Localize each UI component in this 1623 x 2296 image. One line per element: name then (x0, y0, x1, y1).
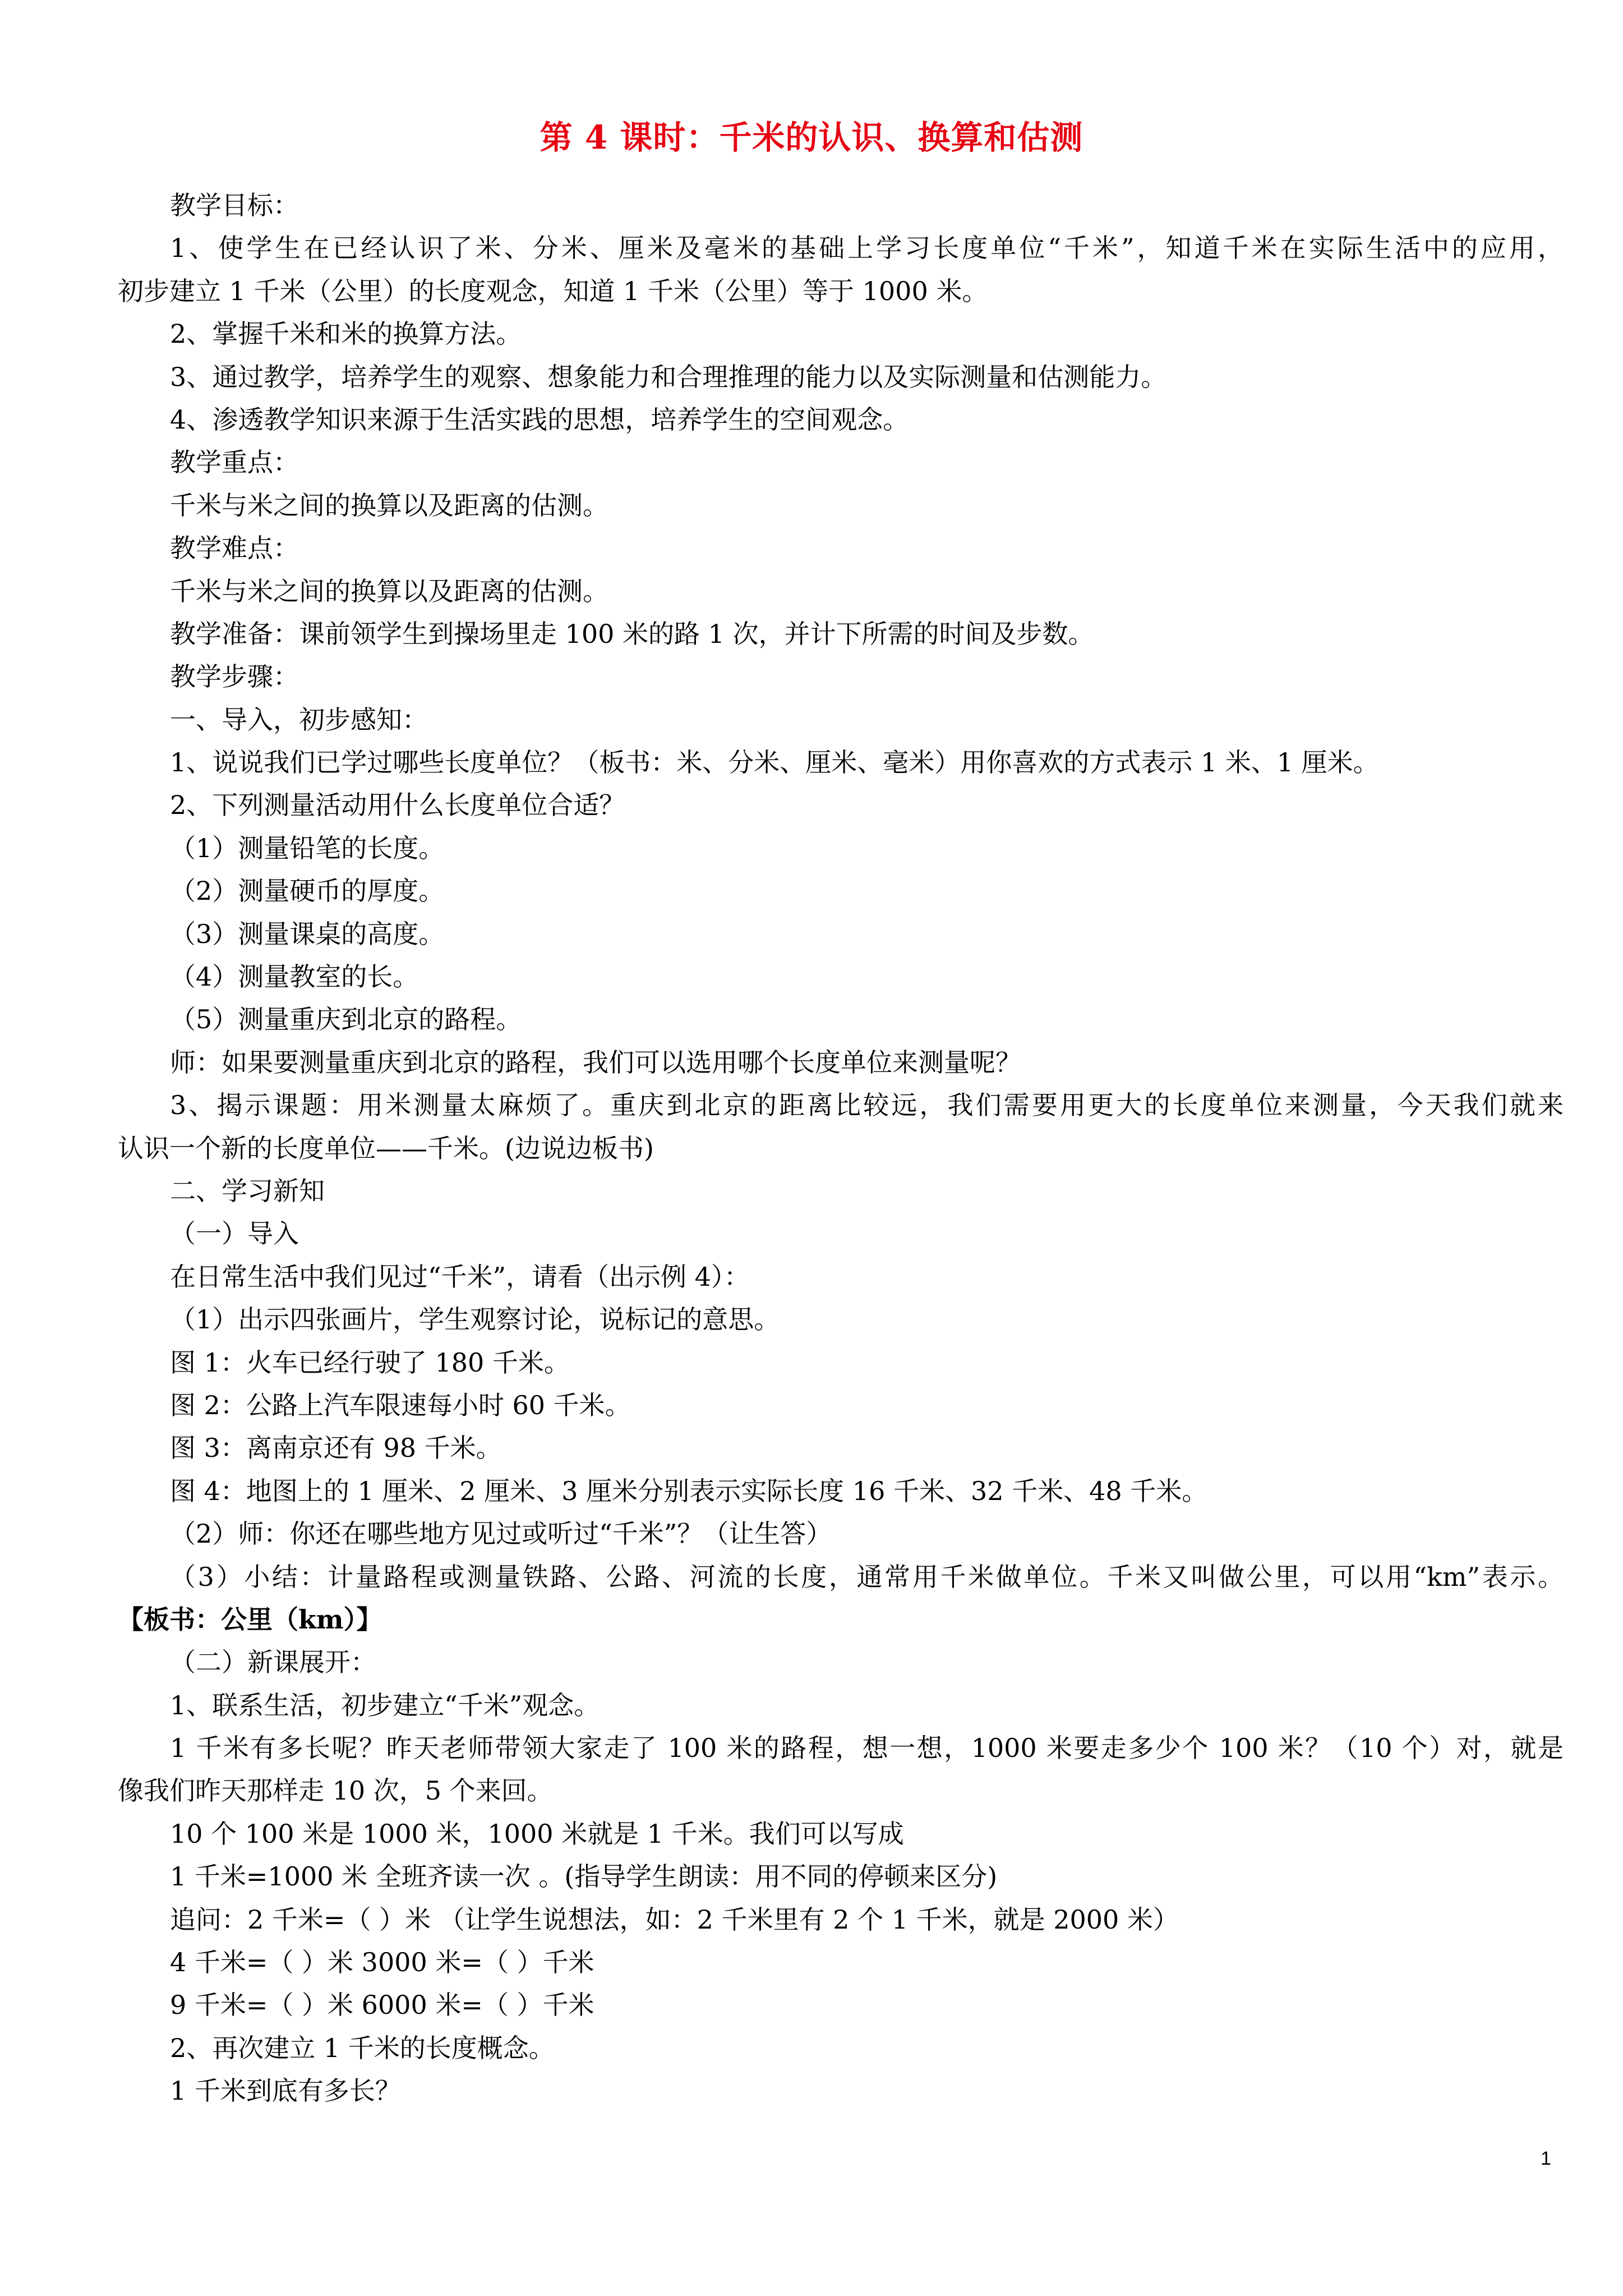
document-title: 第 4 课时：千米的认识、换算和估测 (540, 118, 1083, 157)
text-line: 图 4：地图上的 1 厘米、2 厘米、3 厘米分别表示实际长度 16 千米、32 千米、48 千米。 (170, 1475, 1208, 1506)
text-line: 教学步骤： (170, 661, 299, 692)
text-line: 1、联系生活，初步建立“千米”观念。 (170, 1690, 600, 1720)
text-line: 4、渗透教学知识来源于生活实践的思想，培养学生的空间观念。 (170, 404, 909, 435)
text-line: 1、说说我们已学过哪些长度单位？（板书：米、分米、厘米、毫米）用你喜欢的方式表示 1 米、1 厘米。 (170, 747, 1379, 778)
text-line: 认识一个新的长度单位——千米。(边说边板书) (118, 1133, 654, 1163)
text-line: 二、学习新知 (170, 1175, 325, 1206)
text-line: 教学难点： (170, 533, 299, 564)
text-line: 1 千米到底有多长？ (170, 2076, 401, 2106)
text-line: 1 千米=1000 米 全班齐读一次 。(指导学生朗读：用不同的停顿来区分) (170, 1861, 998, 1892)
text-line: 4 千米=（ ）米 3000 米=（ ）千米 (170, 1947, 594, 1978)
text-line: 师：如果要测量重庆到北京的路程，我们可以选用哪个长度单位来测量呢？ (170, 1047, 1021, 1078)
text-line: （2）测量硬币的厚度。 (170, 876, 445, 907)
text-line: 1、使学生在已经认识了米、分米、厘米及毫米的基础上学习长度单位“千米”，知道千米在实际生活中的应用， (170, 233, 1564, 264)
text-line: 初步建立 1 千米（公里）的长度观念，知道 1 千米（公里）等于 1000 米。 (118, 275, 988, 306)
text-line: 教学重点： (170, 447, 299, 478)
text-line: 图 1：火车已经行驶了 180 千米。 (170, 1347, 570, 1378)
text-line: （4）测量教室的长。 (170, 961, 419, 992)
text-line: 2、再次建立 1 千米的长度概念。 (170, 2032, 555, 2063)
text-line: （1）出示四张画片，学生观察讨论，说标记的意思。 (170, 1304, 780, 1335)
text-line: （3）小结：计量路程或测量铁路、公路、河流的长度，通常用千米做单位。千米又叫做公里，可以用“km”表示。 (170, 1561, 1564, 1592)
text-line: 10 个 100 米是 1000 米，1000 米就是 1 千米。我们可以写成 (170, 1818, 904, 1849)
document-body (118, 184, 1564, 2113)
text-line: （5）测量重庆到北京的路程。 (170, 1004, 522, 1035)
text-line: 教学目标： (170, 190, 299, 220)
text-line: （3）测量课桌的高度。 (170, 918, 445, 949)
text-line: 【板书：公里（km）】 (118, 1604, 382, 1635)
text-line: 图 2：公路上汽车限速每小时 60 千米。 (170, 1389, 631, 1420)
text-line: 3、通过教学，培养学生的观察、想象能力和合理推理的能力以及实际测量和估测能力。 (170, 361, 1167, 392)
text-line: 2、下列测量活动用什么长度单位合适？ (170, 790, 625, 821)
text-line: 3、揭示课题：用米测量太麻烦了。重庆到北京的距离比较远，我们需要用更大的长度单位来测量，今天我们就来 (170, 1090, 1564, 1121)
text-line: （一）导入 (170, 1218, 299, 1249)
text-line: 追问：2 千米=（ ）米 （让学生说想法，如：2 千米里有 2 个 1 千米，就是 2000 米） (170, 1904, 1179, 1935)
text-line: 千米与米之间的换算以及距离的估测。 (170, 490, 608, 521)
text-line: 在日常生活中我们见过“千米”，请看（出示例 4）： (170, 1261, 750, 1292)
text-line: 教学准备：课前领学生到操场里走 100 米的路 1 次，并计下所需的时间及步数。 (170, 618, 1094, 649)
text-line: （1）测量铅笔的长度。 (170, 832, 445, 863)
text-line: 千米与米之间的换算以及距离的估测。 (170, 576, 608, 606)
text-line: 2、掌握千米和米的换算方法。 (170, 319, 522, 349)
text-line: 图 3：离南京还有 98 千米。 (170, 1433, 502, 1464)
text-line: 一、导入，初步感知： (170, 704, 428, 735)
text-line: （二）新课展开： (170, 1647, 376, 1678)
text-line: 1 千米有多长呢？昨天老师带领大家走了 100 米的路程，想一想，1000 米要走多少个 100 米？（10 个）对，就是 (170, 1733, 1564, 1764)
text-line: （2）师：你还在哪些地方见过或听过“千米”？（让生答） (170, 1519, 832, 1549)
page-number: 1 (1541, 2148, 1551, 2169)
text-line: 9 千米=（ ）米 6000 米=（ ）千米 (170, 1990, 594, 2021)
text-line: 像我们昨天那样走 10 次，5 个来回。 (118, 1775, 553, 1806)
